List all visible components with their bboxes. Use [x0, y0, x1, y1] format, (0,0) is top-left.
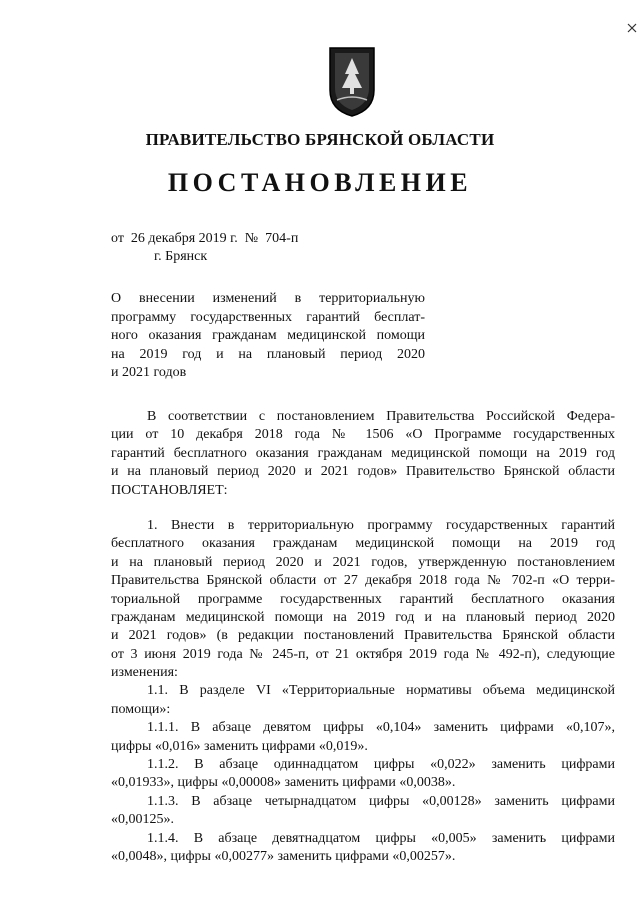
item-1-line: ториальной программе государственных гарантий бесплатного оказания: [111, 591, 615, 607]
item-1-1-4-line: «0,0048», цифры «0,00277» заменить цифрами «0,00257».: [111, 848, 456, 864]
item-1-line: Правительства Брянской области от 27 декабря 2018 года № 702-п «О терри-: [111, 573, 615, 589]
document-city: г. Брянск: [154, 249, 208, 264]
item-1-line: 1. Внести в территориальную программу государственных гарантий: [147, 517, 615, 533]
item-1-1-3-line: 1.1.3. В абзаце четырнадцатом цифры «0,00128» заменить цифрами: [147, 793, 615, 809]
item-1-1-2-line: «0,01933», цифры «0,00008» заменить цифрами «0,0038».: [111, 775, 456, 791]
item-1-line: гражданам медицинской помощи на 2019 год и на плановый период 2020: [111, 609, 615, 625]
item-1-line: от 3 июня 2019 года № 245-п, от 21 октября 2019 года № 492-п), следующие: [111, 646, 615, 662]
preamble-line: гарантий бесплатного оказания гражданам медицинской помощи на 2019 год: [111, 445, 615, 461]
document-body: [111, 408, 615, 866]
document-subject: [111, 290, 425, 383]
coat-of-arms-icon: [327, 44, 377, 118]
item-1-1-1-line: 1.1.1. В абзаце девятом цифры «0,104» заменить цифрами «0,107»,: [147, 720, 615, 736]
subject-line: ного оказания гражданам медицинской помощи: [111, 328, 425, 343]
document-date-number: от 26 декабря 2019 г. № 704-п: [111, 231, 299, 246]
document-type-title: ПОСТАНОВЛЕНИЕ: [167, 168, 473, 197]
preamble-line: и на плановый период 2020 и 2021 годов» Правительство Брянской области: [111, 464, 615, 480]
item-1-1-4-line: 1.1.4. В абзаце девятнадцатом цифры «0,005» заменить цифрами: [147, 830, 615, 846]
subject-line: и 2021 годов: [111, 365, 187, 380]
subject-line: О внесении изменений в территориальную: [111, 291, 425, 306]
item-1-line: бесплатного оказания гражданам медицинской помощи на 2019 год: [111, 536, 615, 552]
preamble-line: ции от 10 декабря 2018 года № 1506 «О Программе государственных: [111, 427, 615, 443]
item-1-1-line: помощи»:: [111, 701, 171, 717]
government-title: ПРАВИТЕЛЬСТВО БРЯНСКОЙ ОБЛАСТИ: [145, 130, 495, 149]
preamble-line: ПОСТАНОВЛЯЕТ:: [111, 482, 228, 498]
item-1-1-2-line: 1.1.2. В абзаце одиннадцатом цифры «0,022» заменить цифрами: [147, 757, 615, 773]
item-1-1-line: 1.1. В разделе VI «Территориальные нормативы объема медицинской: [147, 683, 615, 699]
item-1-line: и 2021 годов» (в редакции постановлений Правительства Брянской области: [111, 628, 615, 644]
item-1-line: и на плановый период 2020 и 2021 годов, утвержденную постановлением: [111, 554, 615, 570]
subject-line: на 2019 год и на плановый период 2020: [111, 346, 425, 362]
item-1-line: изменения:: [111, 665, 178, 681]
item-1-1-3-line: «0,00125».: [111, 812, 174, 828]
page-corner-mark: [626, 22, 638, 34]
subject-line: программу государственных гарантий бесплат-: [111, 309, 425, 325]
item-1-1-1-line: цифры «0,016» заменить цифрами «0,019».: [111, 738, 368, 754]
preamble-line: В соответствии с постановлением Правительства Российской Федера-: [147, 409, 615, 424]
